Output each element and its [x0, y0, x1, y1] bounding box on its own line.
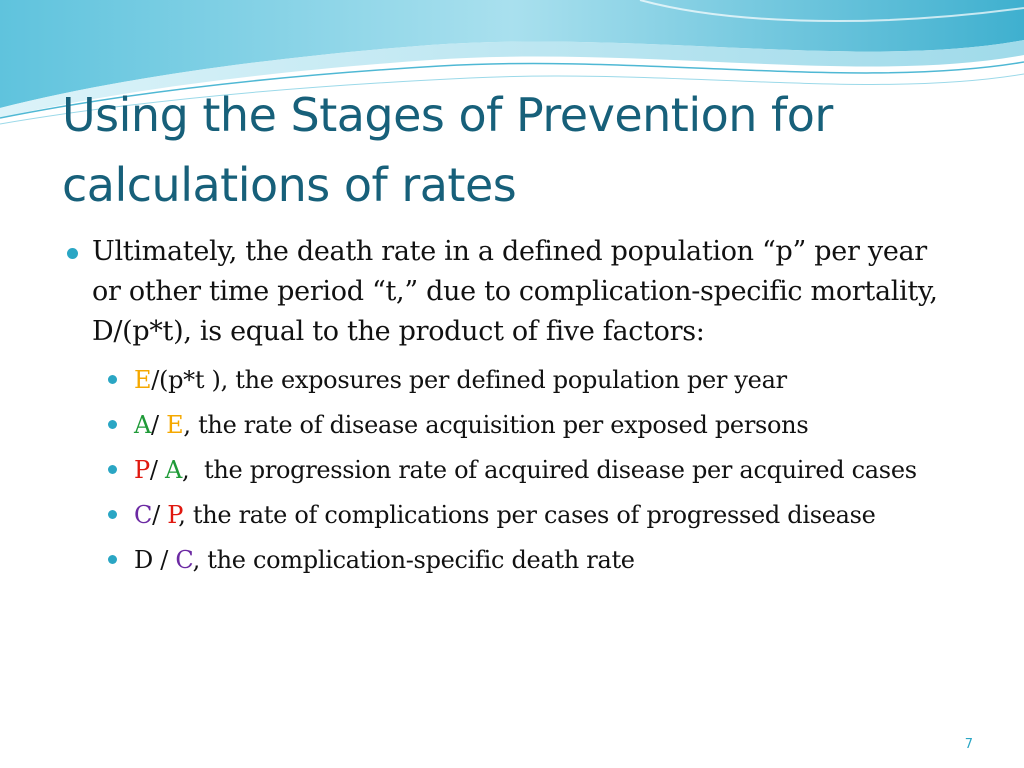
- factor-symbol: E: [166, 411, 184, 439]
- factor-symbol: C: [175, 546, 193, 574]
- bullet-icon: [108, 555, 117, 564]
- bullet-icon: [108, 465, 117, 474]
- factor-symbol: E: [134, 366, 152, 394]
- page-number: 7: [964, 737, 973, 752]
- factor-text: , the rate of disease acquisition per exposed persons: [183, 411, 809, 439]
- factor-text: /(p*t ), the exposures per defined population per year: [151, 366, 787, 394]
- factor-item-death-rate: [104, 542, 954, 578]
- factor-symbol: A: [164, 456, 183, 484]
- factor-separator: /: [152, 501, 168, 529]
- factor-text: , the complication-specific death rate: [192, 546, 635, 574]
- bullet-icon: [67, 248, 78, 259]
- bullet-icon: [108, 420, 117, 429]
- factor-symbol: P: [167, 501, 179, 529]
- main-bullet-text: Ultimately, the death rate in a defined population “p” per year or other time period “t,” due to complication-specific mortality, D/(p*t), is equal to the product of five factors:: [92, 236, 938, 347]
- bullet-icon: [108, 510, 117, 519]
- factor-item-complications: [104, 497, 954, 533]
- slide-title: Using the Stages of Prevention for calculations of rates: [62, 88, 833, 212]
- factor-symbol: P: [134, 456, 150, 484]
- factor-text: , the rate of complications per cases of progressed disease: [178, 501, 876, 529]
- factor-symbol: A: [134, 411, 152, 439]
- content-body: [62, 232, 962, 587]
- factor-separator: /: [151, 411, 167, 439]
- factor-item-progression: [104, 452, 954, 488]
- main-bullet-item: [62, 232, 962, 352]
- bullet-icon: [108, 375, 117, 384]
- factor-list: [62, 362, 962, 578]
- factor-item-acquisition: [104, 407, 954, 443]
- factor-symbol: D /: [134, 546, 176, 574]
- factor-item-exposure: [104, 362, 954, 398]
- factor-separator: /: [149, 456, 165, 484]
- factor-text: , the progression rate of acquired disease per acquired cases: [182, 456, 917, 484]
- factor-symbol: C: [134, 501, 153, 529]
